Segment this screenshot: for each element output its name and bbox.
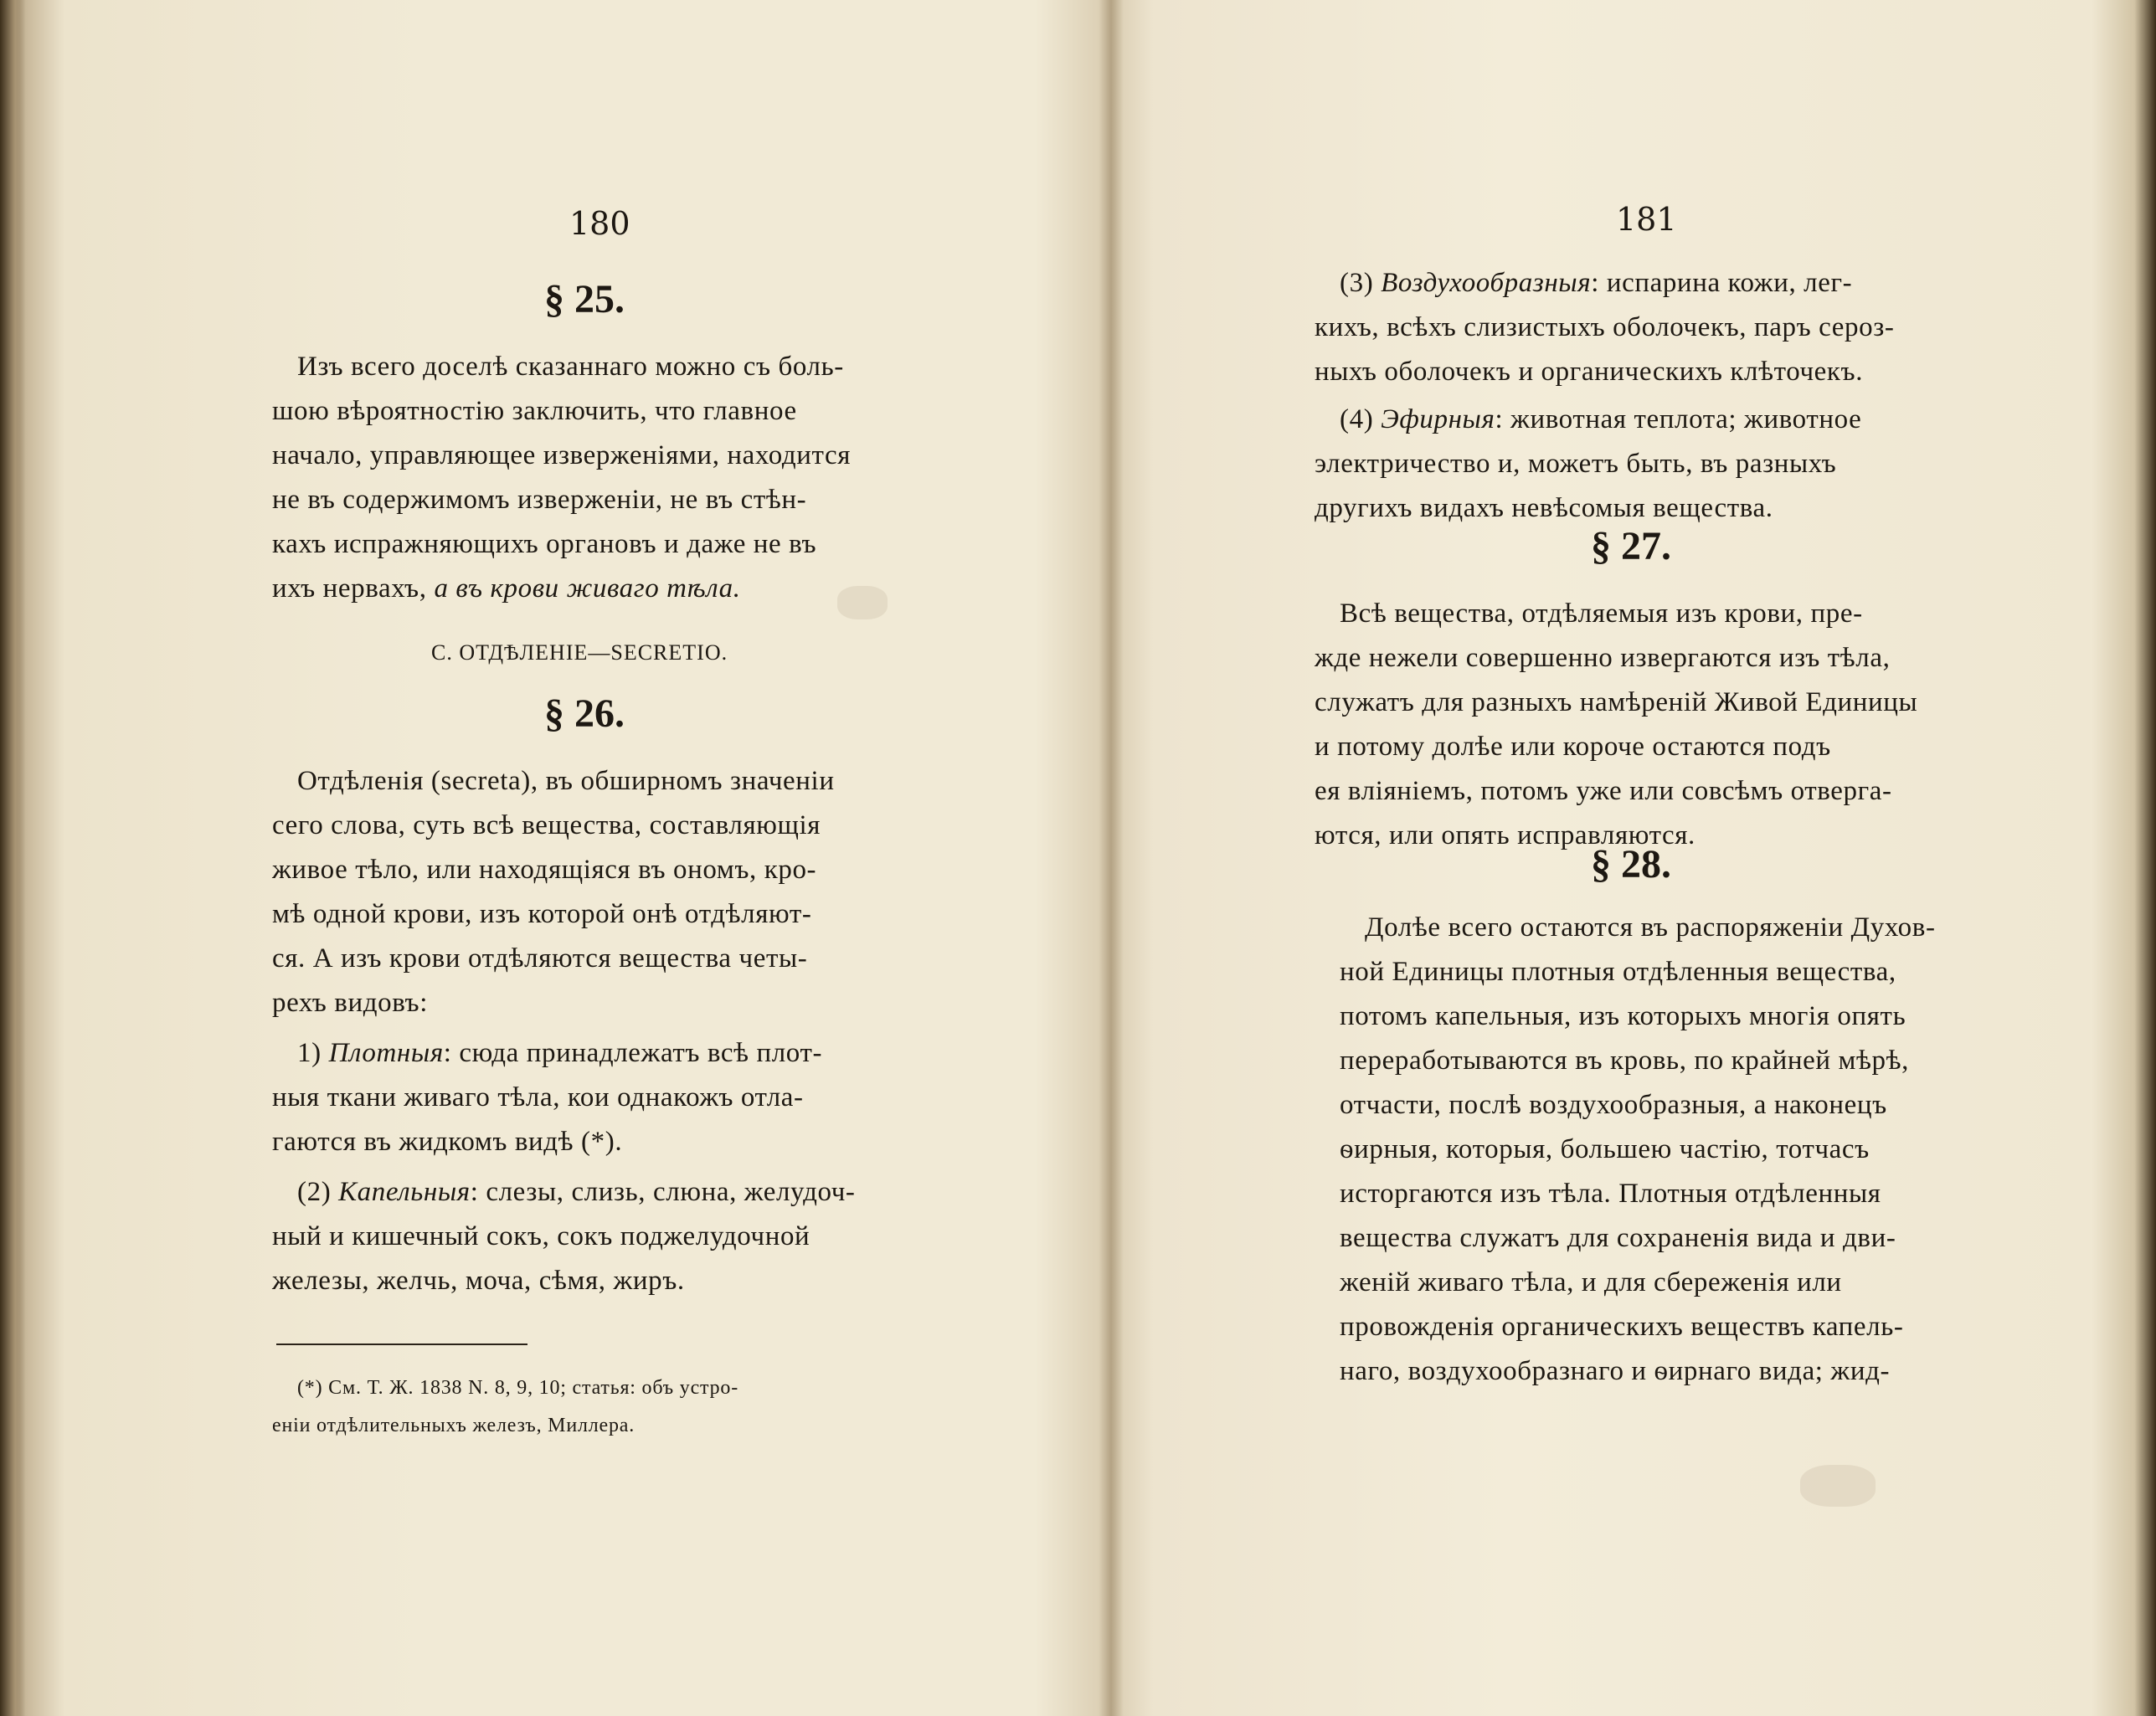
text-line: Долѣе всего остаются въ распоряженіи Духов- (1365, 912, 1936, 943)
text-line (272, 573, 741, 604)
text-line: гаются въ жидкомъ видѣ (*). (272, 1127, 623, 1157)
text-line: служатъ для разныхъ намѣреній Живой Единицы (1315, 687, 1918, 717)
book-edge (0, 0, 25, 1716)
right-page (1114, 0, 2148, 1716)
page-number: 181 (1616, 201, 1677, 238)
text-line: не въ содержимомъ изверженіи, не въ стѣн- (272, 485, 807, 515)
text-line: ной Единицы плотныя отдѣленныя вещества, (1340, 957, 1896, 987)
section-heading-26: § 26. (544, 691, 625, 736)
list-item (297, 1177, 856, 1208)
text-line: наго, воздухообразнаго и ѳирнаго вида; жид- (1340, 1356, 1891, 1386)
text-line: ныя ткани живаго тѣла, кои однакожъ отла- (272, 1082, 804, 1112)
list-item (297, 1038, 822, 1069)
text-run: : животная теплота; животное (1495, 404, 1862, 434)
list-marker: (2) (297, 1177, 332, 1207)
section-heading-28: § 28. (1591, 842, 1671, 886)
text-run: : слезы, слизь, слюна, желудоч- (470, 1177, 856, 1207)
text-line: исторгаются изъ тѣла. Плотныя отдѣленныя (1340, 1179, 1881, 1209)
text-run: : испарина кожи, лег- (1591, 268, 1853, 298)
text-line: ный и кишечный сокъ, сокъ поджелудочной (272, 1221, 810, 1251)
footnote-rule (276, 1344, 527, 1345)
text-line: начало, управляющее изверженіями, находится (272, 440, 851, 470)
page-number: 180 (569, 205, 630, 242)
list-item (1340, 268, 1852, 299)
text-line: мѣ одной крови, изъ которой онѣ отдѣляют- (272, 899, 812, 929)
section-heading-25: § 25. (544, 277, 625, 321)
text-line: и потому долѣе или короче остаются подъ (1315, 732, 1831, 762)
footnote-line: (*) См. Т. Ж. 1838 N. 8, 9, 10; статья: объ устро- (297, 1377, 738, 1399)
text-line: кахъ испражняющихъ органовъ и даже не въ (272, 529, 817, 559)
subsection-title: С. ОТДѢЛЕНІЕ—SECRETIO. (431, 640, 728, 665)
text-line: жде нежели совершенно извергаются изъ тѣла, (1315, 643, 1891, 673)
list-marker: (4) (1340, 404, 1374, 434)
text-line: Всѣ вещества, отдѣляемыя изъ крови, пре- (1340, 599, 1863, 629)
text-line: другихъ видахъ невѣсомыя вещества. (1315, 493, 1773, 523)
footnote-line: еніи отдѣлительныхъ железъ, Миллера. (272, 1415, 635, 1436)
text-line: потомъ капельныя, изъ которыхъ многія опять (1340, 1001, 1906, 1031)
text-line: ся. А изъ крови отдѣляются вещества четы- (272, 943, 808, 974)
list-marker: 1) (297, 1038, 322, 1068)
text-line: сего слова, суть всѣ вещества, составляющія (272, 810, 821, 840)
text-line: провожденія органическихъ веществъ капель- (1340, 1312, 1904, 1342)
text-line: женій живаго тѣла, и для сбереженія или (1340, 1267, 1842, 1297)
text-line: шою вѣроятностію заключить, что главное (272, 396, 797, 426)
text-line: ѳирныя, которыя, большею частію, тотчасъ (1340, 1134, 1870, 1164)
text-line: Отдѣленія (secreta), въ обширномъ значеніи (297, 766, 835, 796)
section-heading-27: § 27. (1591, 524, 1671, 568)
text-line: кихъ, всѣхъ слизистыхъ оболочекъ, паръ сероз- (1315, 312, 1895, 342)
list-term: Плотныя (328, 1038, 444, 1068)
text-line: железы, желчь, моча, сѣмя, жиръ. (272, 1266, 685, 1296)
text-line: электричество и, можетъ быть, въ разныхъ (1315, 449, 1837, 479)
text-line: переработываются въ кровь, по крайней мѣрѣ, (1340, 1046, 1909, 1076)
list-term: Воздухообразныя (1381, 268, 1592, 298)
text-line: ея вліяніемъ, потомъ уже или совсѣмъ отверга- (1315, 776, 1892, 806)
text-run: ихъ нервахъ, (272, 573, 427, 604)
text-line: отчасти, послѣ воздухообразныя, а наконецъ (1340, 1090, 1887, 1120)
text-line: ются, или опять исправляются. (1315, 820, 1695, 850)
text-line: ныхъ оболочекъ и органическихъ клѣточекъ. (1315, 357, 1864, 387)
list-term: Капельныя (338, 1177, 471, 1207)
text-line: вещества служатъ для сохраненія вида и дви- (1340, 1223, 1896, 1253)
italic-phrase: а въ крови живаго тѣла. (434, 573, 741, 604)
list-marker: (3) (1340, 268, 1374, 298)
text-line: живое тѣло, или находящіяся въ ономъ, кро- (272, 855, 817, 885)
list-item (1340, 404, 1861, 435)
left-page (109, 0, 1114, 1716)
text-run: : сюда принадлежатъ всѣ плот- (443, 1038, 823, 1068)
text-line: Изъ всего доселѣ сказаннаго можно съ боль- (297, 352, 844, 382)
text-line: рехъ видовъ: (272, 988, 428, 1018)
list-term: Эфирныя (1381, 404, 1495, 434)
